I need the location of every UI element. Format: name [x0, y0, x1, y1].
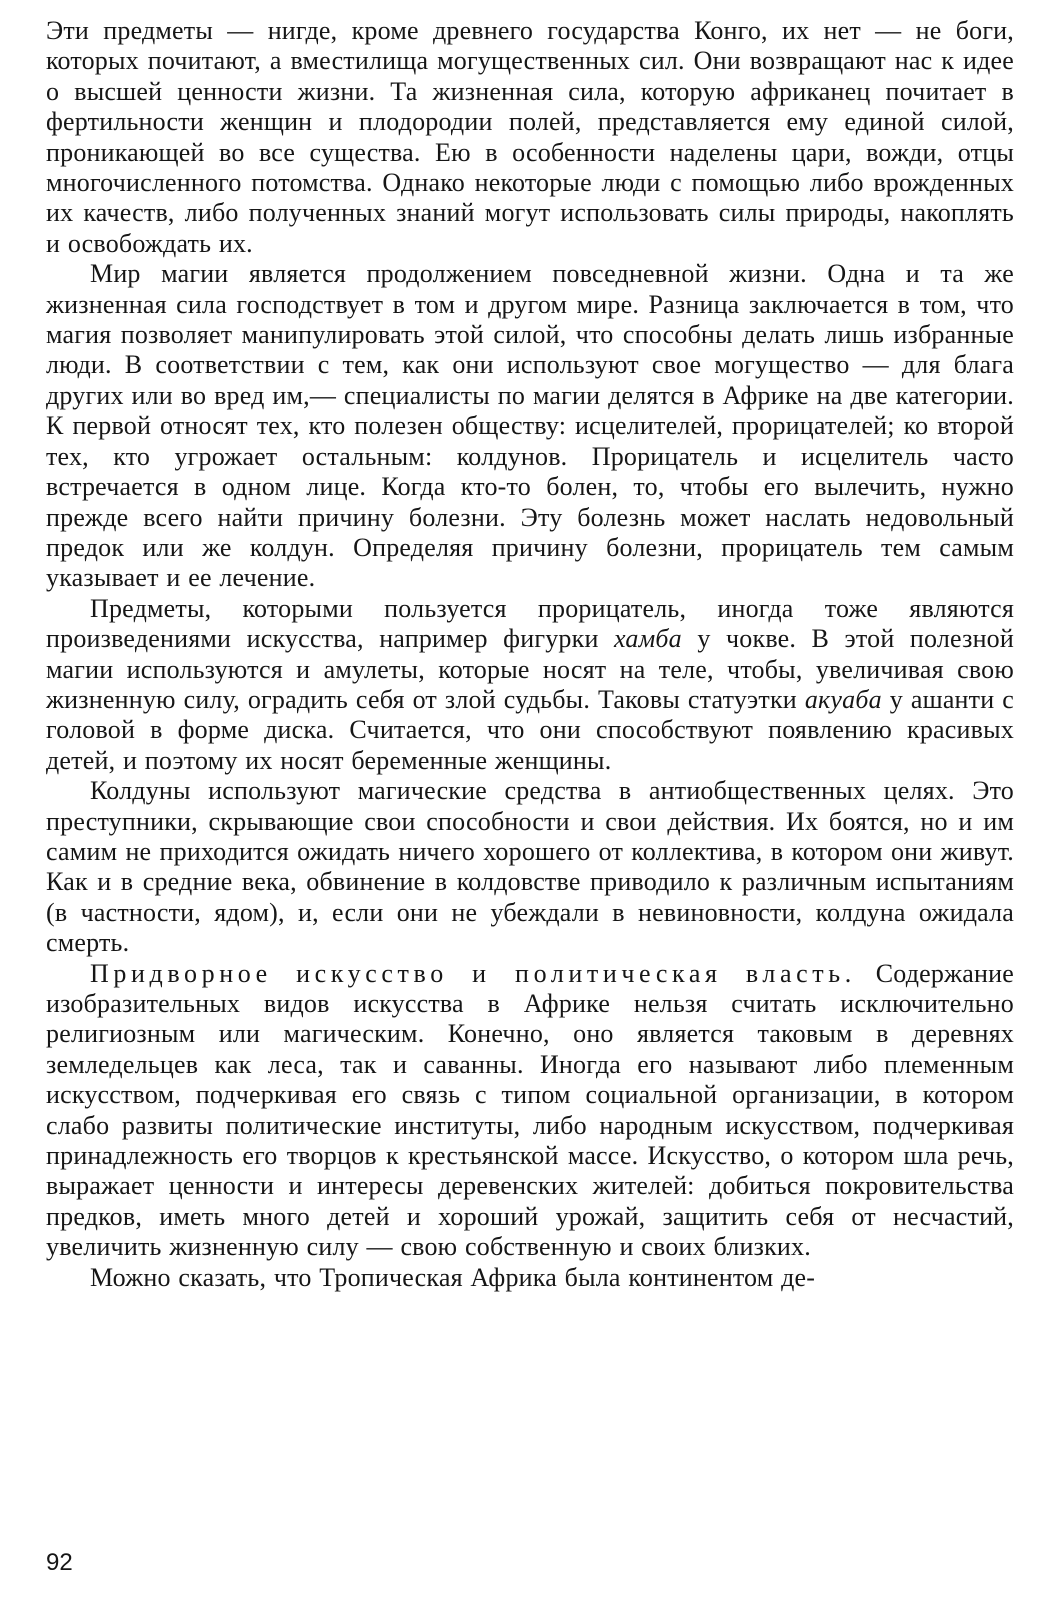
paragraph-5	[46, 959, 1014, 1263]
section-heading: Придворное искусство и политическая власть.	[90, 958, 856, 988]
page-number: 92	[46, 1549, 73, 1576]
paragraph-5-text: Содержание изобразительных видов искусства в Африке нельзя считать исключительно религиозным или магическим. Конечно, оно является таковым в деревнях земледельцев как леса, так и саванны. Иногда его называют либо племенным искусством, подчеркивая его связь с типом социальной организации, в котором слабо развиты политические институты, либо народным искусством, подчеркивая принадлежность его творцов к крестьянской массе. Искусство, о котором шла речь, выражает ценности и интересы деревенских жителей: добиться покровительства предков, иметь много детей и хороший урожай, защитить себя от несчастий, увеличить жизненную силу — свою собственную и своих близких.	[46, 958, 1014, 1262]
paragraph-3-part-1: Предметы, которыми пользуется прорицатель, иногда тоже являются произведениями искусства, например фигурки	[46, 593, 1014, 654]
paragraph-2: Мир магии является продолжением повседневной жизни. Одна и та же жизненная сила господствует в том и другом мире. Разница заключается в том, что магия позволяет манипулировать этой силой, что способны делать лишь избранные люди. В соответствии с тем, как они используют свое могущество — для блага других или во вред им,— специалисты по магии делятся в Африке на две категории. К первой относят тех, кто полезен обществу: исцелителей, прорицателей; ко второй тех, кто угрожает остальным: колдунов. Прорицатель и исцелитель часто встречается в одном лице. Когда кто-то болен, то, чтобы его вылечить, нужно прежде всего найти причину болезни. Эту болезнь может наслать недовольный предок или же колдун. Определяя причину болезни, прорицатель тем самым указывает и ее лечение.	[46, 259, 1014, 593]
body-text	[46, 16, 1014, 1293]
paragraph-4: Колдуны используют магические средства в антиобщественных целях. Это преступники, скрывающие свои способности и свои действия. Их боятся, но и им самим не приходится ожидать ничего хорошего от коллектива, в котором они живут. Как и в средние века, обвинение в колдовстве приводило к различным испытаниям (в частности, ядом), и, если они не убеждали в невиновности, колдуна ожидала смерть.	[46, 776, 1014, 958]
paragraph-3-part-2: у чокве. В этой полезной магии используются и амулеты, которые носят на теле, чтобы, увеличивая свою жизненную силу, оградить себя от злой судьбы. Таковы статуэтки	[46, 624, 1014, 714]
paragraph-1: Эти предметы — нигде, кроме древнего государства Конго, их нет — не боги, которых почитают, а вместилища могущественных сил. Они возвращают нас к идее о высшей ценности жизни. Та жизненная сила, которую африканец почитает в фертильности женщин и плодородии полей, представляется ему единой силой, проникающей во все существа. Ею в особенности наделены цари, вожди, отцы многочисленного потомства. Однако некоторые люди с помощью либо врожденных их качеств, либо полученных знаний могут использовать силы природы, накоплять и освобождать их.	[46, 16, 1014, 258]
book-page	[46, 16, 1014, 1293]
term-akuaba: акуаба	[804, 684, 882, 714]
paragraph-3	[46, 594, 1014, 776]
paragraph-3-part-3: у ашанти с головой в форме диска. Считается, что они способствуют появлению красивых детей, и поэтому их носят беременные женщины.	[46, 684, 1015, 775]
term-hamba: хамба	[614, 624, 682, 654]
paragraph-6: Можно сказать, что Тропическая Африка была континентом де-	[90, 1262, 816, 1292]
